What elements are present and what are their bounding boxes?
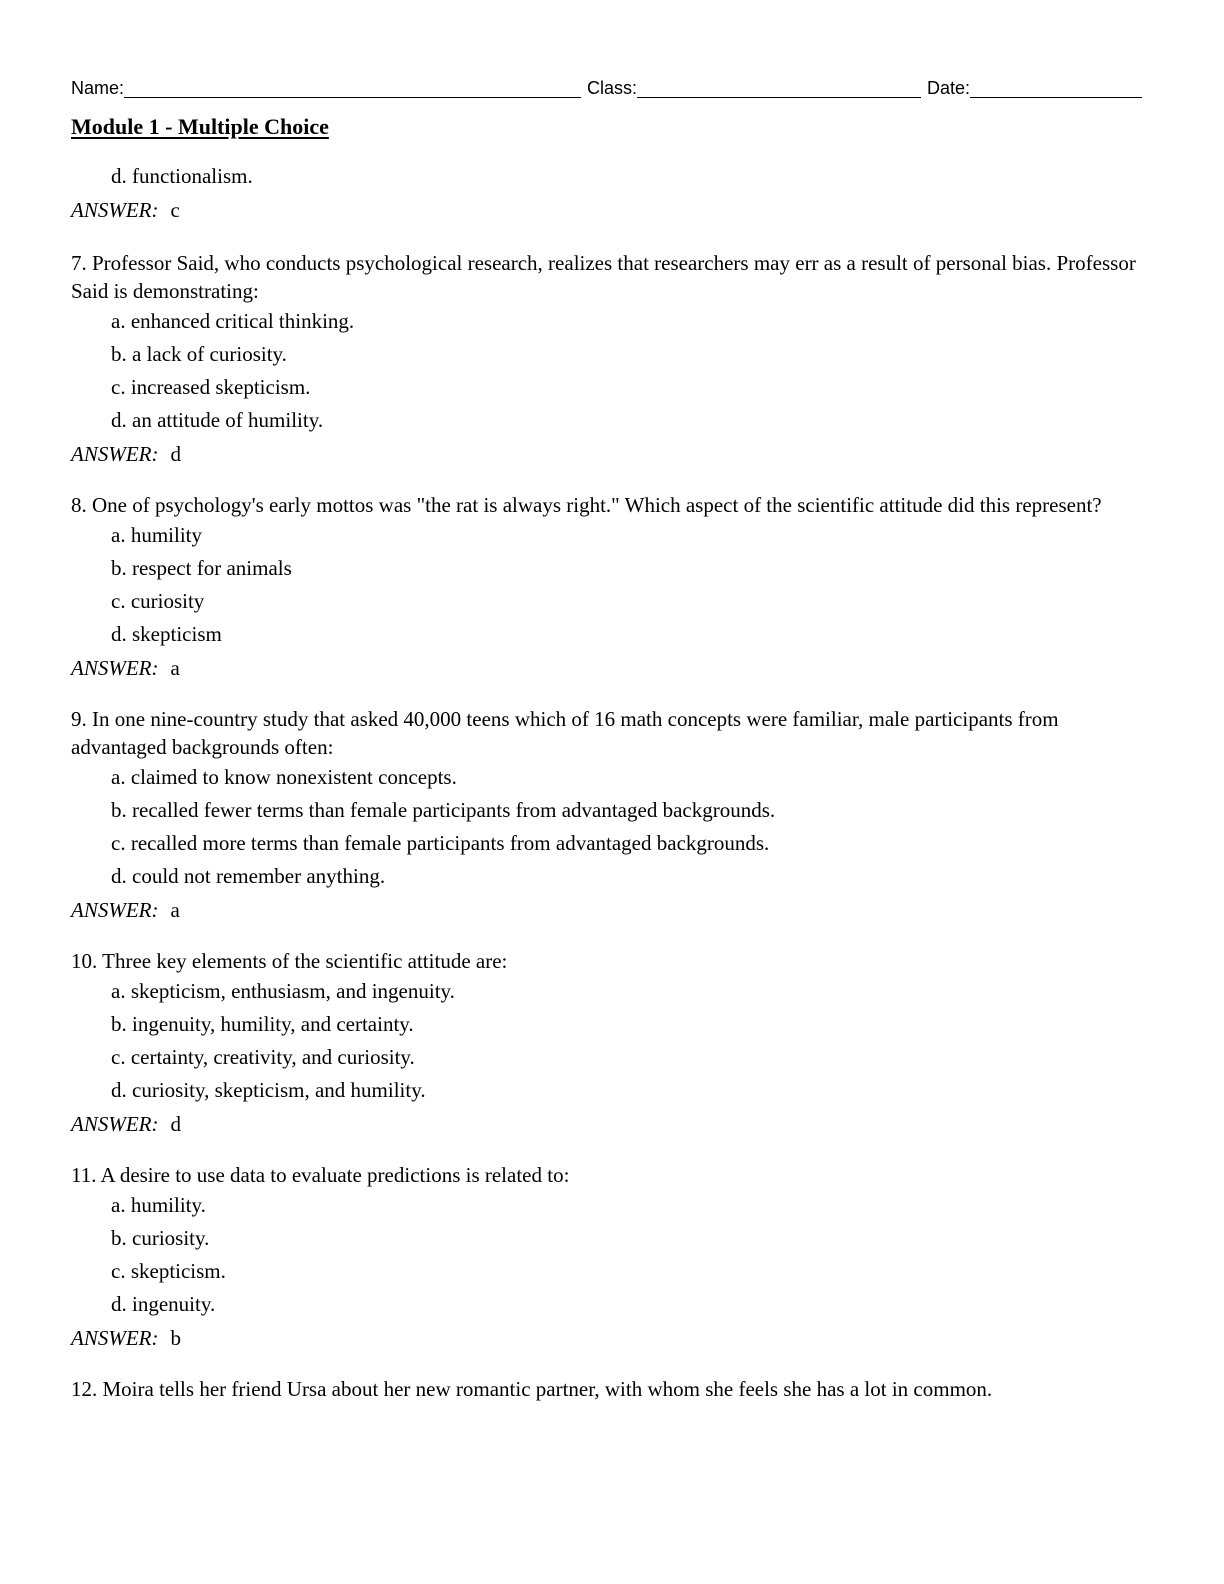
choice-option: b. respect for animals <box>111 556 292 580</box>
choice-option: a. humility. <box>111 1193 206 1217</box>
choice-option: d. skepticism <box>111 622 222 646</box>
page-title: Module 1 - Multiple Choice <box>71 114 329 139</box>
answer-value: b <box>170 1326 181 1350</box>
answer-line <box>71 893 1151 927</box>
date-blank-line <box>970 77 1142 98</box>
answer-label: ANSWER: <box>71 1326 159 1350</box>
worksheet-header <box>71 72 1142 98</box>
answer-label: ANSWER: <box>71 656 159 680</box>
choice-option: c. increased skepticism. <box>111 375 311 399</box>
answer-line <box>71 1321 1151 1355</box>
question-text: 12. Moira tells her friend Ursa about her new romantic partner, with whom she feels she has a lot in common. <box>71 1377 993 1401</box>
continued-question <box>71 160 1151 227</box>
answer-label: ANSWER: <box>71 198 159 222</box>
name-blank-line <box>124 77 581 98</box>
question-item <box>71 489 1151 685</box>
choice-option: d. functionalism. <box>111 164 253 188</box>
answer-value: a <box>170 656 180 680</box>
answer-value: d <box>170 442 181 466</box>
answer-label: ANSWER: <box>71 1112 159 1136</box>
question-item <box>71 247 1151 471</box>
question-item <box>71 1159 1151 1355</box>
answer-value: c <box>170 198 180 222</box>
choice-option: d. could not remember anything. <box>111 864 386 888</box>
choice-option: b. curiosity. <box>111 1226 210 1250</box>
question-text: 10. Three key elements of the scientific attitude are: <box>71 949 508 973</box>
answer-label: ANSWER: <box>71 442 159 466</box>
answer-line <box>71 651 1151 685</box>
question-text: 9. In one nine-country study that asked 40,000 teens which of 16 math concepts were familiar, male participants from advantaged backgrounds often: <box>71 707 1059 759</box>
question-list <box>71 160 1151 1403</box>
question-item <box>71 945 1151 1141</box>
date-label: Date: <box>927 78 971 98</box>
class-blank-line <box>637 77 921 98</box>
answer-value: d <box>170 1112 181 1136</box>
question-text: 7. Professor Said, who conducts psychological research, realizes that researchers may err as a result of personal bias. Professor Said is demonstrating: <box>71 251 1136 303</box>
question-text: 11. A desire to use data to evaluate predictions is related to: <box>71 1163 570 1187</box>
choice-option: b. ingenuity, humility, and certainty. <box>111 1012 414 1036</box>
choice-option: c. recalled more terms than female participants from advantaged backgrounds. <box>111 831 770 855</box>
answer-line <box>71 193 1151 227</box>
choice-option: a. humility <box>111 523 202 547</box>
choice-option: b. recalled fewer terms than female participants from advantaged backgrounds. <box>111 798 776 822</box>
name-label: Name: <box>71 78 125 98</box>
choice-option: b. a lack of curiosity. <box>111 342 287 366</box>
choice-option: a. skepticism, enthusiasm, and ingenuity. <box>111 979 455 1003</box>
question-item <box>71 703 1151 927</box>
choice-option: a. enhanced critical thinking. <box>111 309 355 333</box>
answer-label: ANSWER: <box>71 898 159 922</box>
answer-value: a <box>170 898 180 922</box>
question-text: 8. One of psychology's early mottos was "the rat is always right." Which aspect of the scientific attitude did this represent? <box>71 493 1102 517</box>
choice-option: c. curiosity <box>111 589 205 613</box>
answer-line <box>71 437 1151 471</box>
choice-option: d. ingenuity. <box>111 1292 216 1316</box>
class-label: Class: <box>587 78 638 98</box>
choice-option: c. certainty, creativity, and curiosity. <box>111 1045 415 1069</box>
choice-option: d. an attitude of humility. <box>111 408 324 432</box>
answer-line <box>71 1107 1151 1141</box>
choice-option: c. skepticism. <box>111 1259 226 1283</box>
choice-option: a. claimed to know nonexistent concepts. <box>111 765 457 789</box>
choice-option: d. curiosity, skepticism, and humility. <box>111 1078 426 1102</box>
question-item <box>71 1373 1151 1403</box>
